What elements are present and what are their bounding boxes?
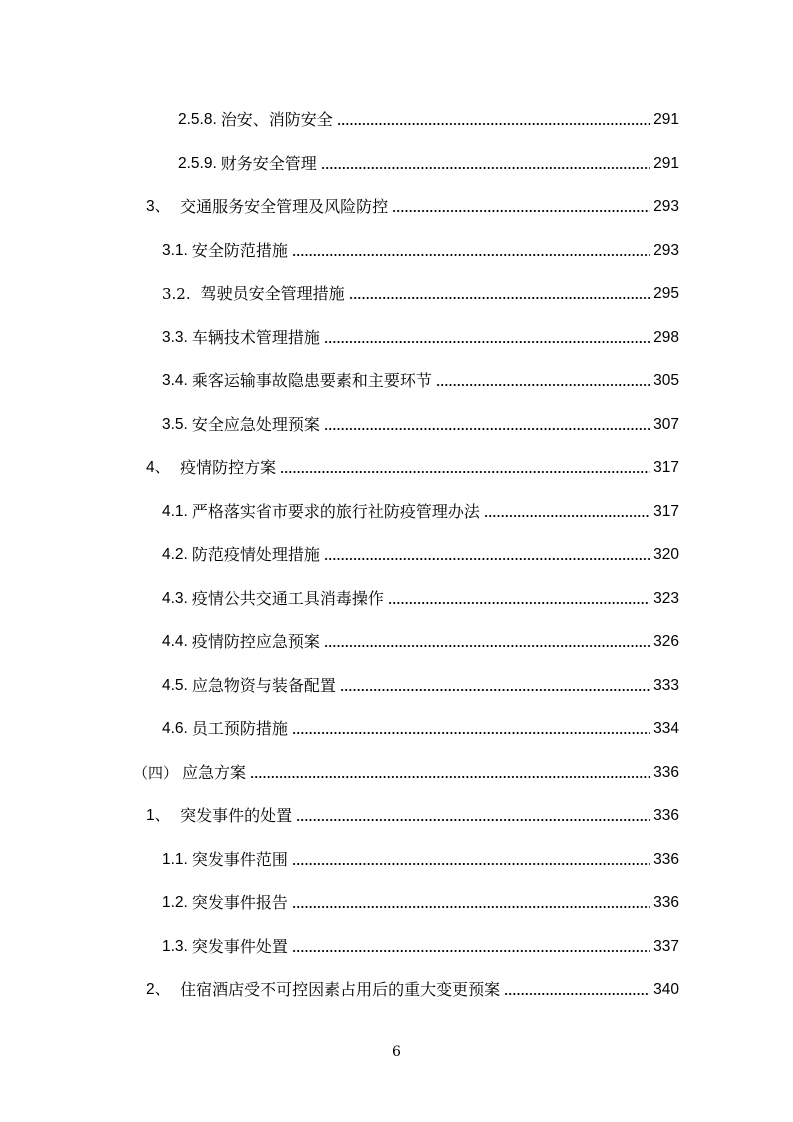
toc-entry-number: 3.3. [162,329,188,346]
toc-dot-leader [324,428,650,430]
toc-dot-leader [250,776,650,778]
toc-entry-title: 疫情公共交通工具消毒操作 [191,589,384,608]
toc-entry-page: 317 [653,503,679,520]
toc-entry-1-2[interactable] [162,885,679,913]
toc-entry-3-2[interactable] [162,276,679,304]
toc-entry-number: 1.1. [162,851,188,868]
toc-entry-page: 336 [653,807,679,824]
toc-dot-leader [484,515,650,517]
toc-entry-number: 3、 [146,198,171,215]
toc-entry-page: 326 [653,633,679,650]
toc-entry-4-2[interactable] [162,537,679,565]
toc-dot-leader [340,689,650,691]
toc-dot-leader [349,297,650,299]
toc-entry-number: 4.3. [162,590,188,607]
toc-entry-1-1[interactable] [162,842,679,870]
toc-entry-number: 4.5. [162,677,188,694]
toc-entry-page: 336 [653,851,679,868]
toc-dot-leader [392,210,650,212]
toc-entry-3[interactable] [146,189,679,217]
toc-entry-4-1[interactable] [162,494,679,522]
toc-entry-number: （四） [133,764,179,782]
toc-entry-page: 293 [653,242,679,259]
toc-entry-title: 安全防范措施 [191,241,288,260]
toc-entry-page: 307 [653,416,679,433]
toc-entry-page: 336 [653,764,679,781]
toc-entry-title: 应急物资与装备配置 [191,676,336,695]
toc-entry-4[interactable] [146,450,679,478]
toc-entry-4-6[interactable] [162,711,679,739]
toc-dot-leader [324,341,650,343]
toc-entry-title: 疫情防控方案 [180,458,277,477]
toc-entry-title: 突发事件报告 [191,893,288,912]
toc-entry-page: 333 [653,677,679,694]
toc-entry-number: 1、 [146,807,171,824]
toc-entry-title: 疫情防控应急预案 [191,632,320,651]
toc-entry-number: 2.5.9. [178,155,217,172]
toc-entry-4-4[interactable] [162,624,679,652]
toc-dot-leader [436,384,650,386]
toc-entry-number: 4.6. [162,720,188,737]
toc-dot-leader [296,819,650,821]
toc-dot-leader [324,558,650,560]
toc-entry-title: 防范疫情处理措施 [191,545,320,564]
toc-dot-leader [292,950,650,952]
toc-entry-number: 3.4. [162,372,188,389]
toc-entry-page: 340 [653,981,679,998]
toc-dot-leader [321,167,650,169]
toc-entry-title: 车辆技术管理措施 [191,328,320,347]
toc-entry-2[interactable] [146,972,679,1000]
toc-entry-2-5-8[interactable] [178,102,679,130]
toc-entry-page: 291 [653,111,679,128]
toc-entry-number: 2.5.8. [178,111,217,128]
toc-entry-page: 293 [653,198,679,215]
toc-entry-title: 乘客运输事故隐患要素和主要环节 [191,371,432,390]
toc-entry-number: 3.2. [162,285,191,303]
toc-entry-page: 334 [653,720,679,737]
toc-entry-title: 突发事件的处置 [180,806,293,825]
toc-dot-leader [388,602,650,604]
toc-entry-title: 安全应急处理预案 [191,415,320,434]
toc-entry-title: 突发事件范围 [191,850,288,869]
toc-entry-title: 财务安全管理 [220,154,317,173]
toc-entry-page: 336 [653,894,679,911]
toc-dot-leader [292,732,650,734]
toc-dot-leader [292,254,650,256]
toc-entry-title: 员工预防措施 [191,719,288,738]
toc-entry-title: 治安、消防安全 [220,110,333,129]
toc-entry-number: 4、 [146,459,171,476]
toc-entry-page: 320 [653,546,679,563]
toc-entry-page: 295 [653,285,679,302]
toc-entry-page: 291 [653,155,679,172]
toc-entry-number: 2、 [146,981,171,998]
toc-dot-leader [504,993,650,995]
toc-entry-4-5[interactable] [162,668,679,696]
toc-entry-number: 3.5. [162,416,188,433]
toc-entry-page: 323 [653,590,679,607]
toc-dot-leader [292,906,650,908]
toc-entry-title: 驾驶员安全管理措施 [200,284,345,303]
toc-entry-page: 337 [653,938,679,955]
toc-entry-title: 严格落实省市要求的旅行社防疫管理办法 [191,502,480,521]
toc-entry-number: 4.4. [162,633,188,650]
toc-entry-number: 1.3. [162,938,188,955]
toc-entry-page: 305 [653,372,679,389]
toc-entry-section-4[interactable] [133,755,679,783]
toc-entry-3-1[interactable] [162,233,679,261]
toc-dot-leader [337,123,650,125]
toc-entry-number: 1.2. [162,894,188,911]
toc-entry-number: 3.1. [162,242,188,259]
toc-entry-3-4[interactable] [162,363,679,391]
toc-entry-1-3[interactable] [162,929,679,957]
toc-dot-leader [324,645,650,647]
toc-entry-title: 交通服务安全管理及风险防控 [180,197,389,216]
toc-entry-page: 298 [653,329,679,346]
toc-entry-number: 4.2. [162,546,188,563]
toc-entry-page: 317 [653,459,679,476]
toc-entry-3-3[interactable] [162,320,679,348]
toc-entry-number: 4.1. [162,503,188,520]
toc-entry-title: 突发事件处置 [191,937,288,956]
toc-dot-leader [280,471,650,473]
toc-entry-title: 应急方案 [182,763,247,782]
toc-entry-4-3[interactable] [162,581,679,609]
toc-entry-title: 住宿酒店受不可控因素占用后的重大变更预案 [180,980,501,999]
page-number: 6 [392,1044,401,1060]
toc-entry-1[interactable] [146,798,679,826]
toc-entry-2-5-9[interactable] [178,146,679,174]
toc-entry-3-5[interactable] [162,407,679,435]
toc-dot-leader [292,863,650,865]
